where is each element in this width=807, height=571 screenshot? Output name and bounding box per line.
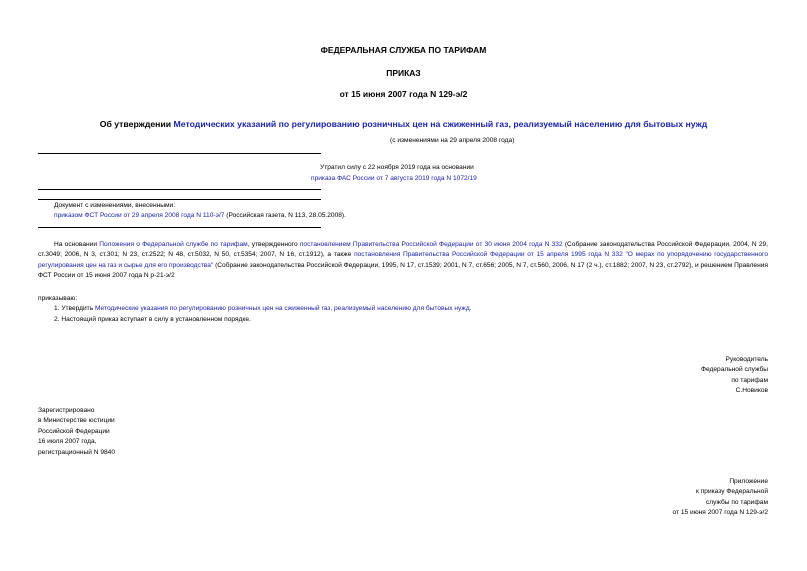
basis-link-resolution-2004[interactable]: постановлением Правительства Российской Федерации от 30 июня 2004 года N 332: [299, 241, 563, 248]
order-item: [54, 315, 251, 325]
divider: [38, 153, 321, 154]
status-link[interactable]: приказа ФАС России от 7 августа 2019 года N 1072/19: [311, 175, 477, 182]
signature-line: Федеральной службы: [700, 366, 768, 374]
title-link[interactable]: Методических указаний по регулированию розничных цен на сжиженный газ, реализуемый населению для бытовых нужд: [173, 119, 708, 129]
signature-line: С.Новиков: [735, 387, 768, 395]
registration-block: [38, 406, 115, 458]
item-suffix: .: [469, 305, 472, 312]
basis-link-resolution-1995[interactable]: постановления Правительства Российской Федерации от 15 апреля 1995 года N 332 "О мерах по упорядочению государственного регулирования цен на газ и сырье для его производства": [38, 251, 768, 269]
basis-text: (Собрание законодательства Российской Федерации, 2004, N 29, ст.3049; 2006, N 3, ст.301; N 23, ст.2522; N 48, ст.5032, N 50, ст.5354; 2007, N 16, ст.1912), а также: [38, 241, 768, 259]
appendix-line: Приложение: [729, 478, 768, 485]
basis-text: (Собрание законодательства Российской Федерации, 1995, N 17, ст.1539; 2001, N 7, ст.656; 2005, N 7, ст.560, 2006, N 17 (2 ч.), ст.1882; 2007, N 23, ст.2792), и решением Правления ФСТ России от 15 июня 2007 года N р-21-э/2: [38, 261, 768, 280]
item-prefix: 2. Настоящий приказ вступает в силу в установленном порядке.: [54, 316, 251, 323]
item-link[interactable]: Методические указания по регулированию розничных цен на сжиженный газ, реализуемый населению для бытовых нужд: [94, 305, 470, 312]
changes-line: [54, 211, 346, 221]
signature-line: по тарифам: [731, 376, 768, 384]
title-prefix: Об утверждении: [99, 119, 174, 129]
status-line: Утратил силу с 22 ноября 2019 года на основании: [320, 164, 474, 171]
changes-suffix: (Российская газета, N 113, 28.05.2008).: [224, 212, 346, 219]
registration-line: Российской Федерации: [38, 427, 110, 435]
changes-label: Документ с изменениями, внесенными:: [54, 202, 176, 209]
basis-text: , утвержденного: [247, 241, 300, 248]
item-prefix: 1. Утвердить: [54, 305, 95, 312]
registration-line: 16 июля 2007 года,: [38, 438, 97, 446]
basis-link-regulation[interactable]: Положения о Федеральной службе по тарифам: [99, 241, 248, 248]
basis-paragraph: [38, 240, 768, 282]
appendix-line: службы по тарифам: [705, 498, 768, 506]
order-item: [54, 304, 472, 314]
doc-date-number: от 15 июня 2007 года N 129-э/2: [339, 89, 468, 99]
amendments-note: (с изменениями на 29 апреля 2008 года): [390, 137, 515, 144]
registration-line: регистрационный N 9840: [38, 448, 116, 456]
basis-text: На основании: [54, 241, 100, 248]
registration-line: Зарегистрировано: [38, 407, 95, 414]
document-title: [0, 119, 807, 129]
agency-name: ФЕДЕРАЛЬНАЯ СЛУЖБА ПО ТАРИФАМ: [320, 45, 487, 55]
divider: [38, 189, 321, 190]
appendix-line: к приказу Федеральной: [696, 488, 768, 496]
changes-link[interactable]: приказом ФСТ России от 29 апреля 2008 года N 110-э/7: [54, 212, 225, 219]
appendix-block: [673, 477, 769, 519]
divider: [38, 199, 321, 200]
signature-block: [701, 355, 768, 397]
order-word: приказываю:: [38, 295, 78, 302]
divider: [38, 227, 321, 228]
appendix-line: от 15 июня 2007 года N 129-э/2: [672, 509, 768, 517]
registration-line: в Министерстве юстиции: [38, 417, 115, 425]
signature-line: Руководитель: [725, 356, 768, 363]
doc-type: ПРИКАЗ: [386, 68, 421, 78]
